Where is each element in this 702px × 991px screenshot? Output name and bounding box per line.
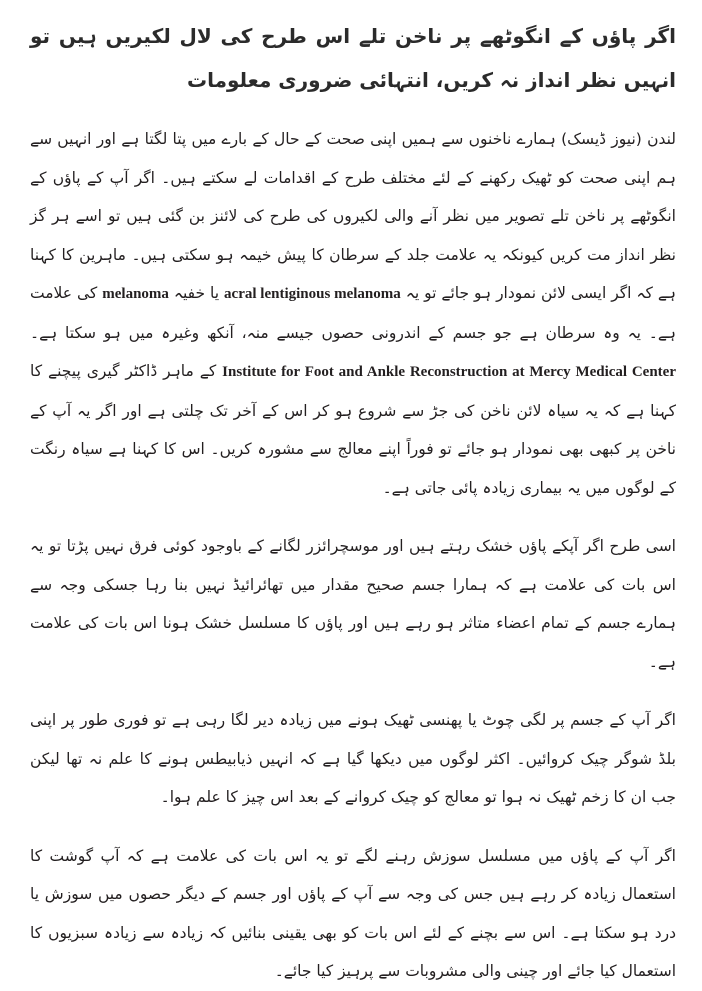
paragraph-1-text-b: یا خفیہ bbox=[173, 284, 220, 302]
paragraph-1-text-d: کے ماہر ڈاکٹر گیری پیچنے کا کہنا ہے کہ یہ سیاہ لائن ناخن کی جڑ سے شروع ہو کر اس کے آخر تک چلتی ہے اور اگر یہ آپ کے ناخن پر کبھی بھی نمودار ہو جائے تو فوراً اپنے معالج سے مشورہ کریں۔ اس کا کہنا ہے سیاہ رنگت کے لوگوں میں یہ بیماری زیادہ پائی جاتی ہے۔ bbox=[30, 362, 676, 497]
paragraph-1-text-c: کی علامت ہے۔ یہ وہ سرطان ہے جو جسم کے اندرونی حصوں جیسے منہ، آنکھ وغیرہ میں ہو سکتا ہے۔ bbox=[30, 284, 676, 342]
term-acral-lentiginous-melanoma: acral lentiginous melanoma bbox=[224, 286, 401, 302]
term-melanoma: melanoma bbox=[102, 286, 169, 302]
article-title: اگر پاؤں کے انگوٹھے پر ناخن تلے اس طرح کی لال لکیریں ہیں تو انہیں نظر انداز نہ کریں، انتہائی ضروری معلومات bbox=[30, 24, 676, 92]
paragraph-1-text-a: لندن (نیوز ڈیسک) ہمارے ناخنوں سے ہمیں اپنی صحت کے حال کے بارے میں پتا لگتا ہے اور انہیں سے ہم اپنی صحت کو ٹھیک رکھنے کے لئے مختلف طرح کے اقدامات لے سکتے ہیں۔ اگر آپ کے پاؤں کے انگوٹھے پر ناخن تلے تصویر میں نظر آنے والی لکیروں کی طرح کی لائنز بن گئی ہیں تو اسے ہر گز نظر انداز مت کریں کیونکہ یہ علامت جلد کے سرطان کا پیش خیمہ ہو سکتی ہیں۔ ماہرین کا کہنا ہے کہ اگر ایسی لائن نمودار ہو جائے تو یہ bbox=[30, 130, 676, 302]
article-paragraph-2: اسی طرح اگر آپکے پاؤں خشک رہتے ہیں اور موسچرائزر لگانے کے باوجود کوئی فرق نہیں پڑتا تو یہ اس بات کی علامت ہے کہ ہمارا جسم صحیح مقدار میں تھائرائیڈ نہیں بنا رہا جسکی وجہ سے ہمارے جسم کے تمام اعضاء متاثر ہو رہے ہیں اور پاؤں کا مسلسل خشک ہونا اس بات کی علامت ہے۔ bbox=[30, 537, 676, 671]
institution-name: Institute for Foot and Ankle Reconstruction at Mercy Medical Center bbox=[222, 364, 676, 380]
article-paragraph-4: اگر آپ کے پاؤں میں مسلسل سوزش رہنے لگے تو یہ اس بات کی علامت ہے کہ آپ گوشت کا استعمال زیادہ کر رہے ہیں جس کی وجہ سے آپ کے پاؤں اور جسم کے دیگر حصوں میں سوزش یا درد ہو سکتا ہے۔ اس سے بچنے کے لئے اس بات کو بھی یقینی بنائیں کہ زیادہ سے زیادہ سبزیوں کا استعمال کیا جائے اور چینی والی مشروبات سے پرہیز کیا جائے۔ bbox=[30, 846, 676, 980]
article-paragraph-3: اگر آپ کے جسم پر لگی چوٹ یا پھنسی ٹھیک ہونے میں زیادہ دیر لگا رہی ہے تو فوری طور پر اپنی بلڈ شوگر چیک کروائیں۔ اکثر لوگوں میں دیکھا گیا ہے کہ انہیں ذیابیطس ہونے کا علم نہ تھا لیکن جب ان کا زخم ٹھیک نہ ہوا تو معالج کو چیک کروانے کے بعد اس چیز کا علم ہوا۔ bbox=[30, 711, 676, 806]
article-paragraph-1 bbox=[30, 120, 676, 507]
